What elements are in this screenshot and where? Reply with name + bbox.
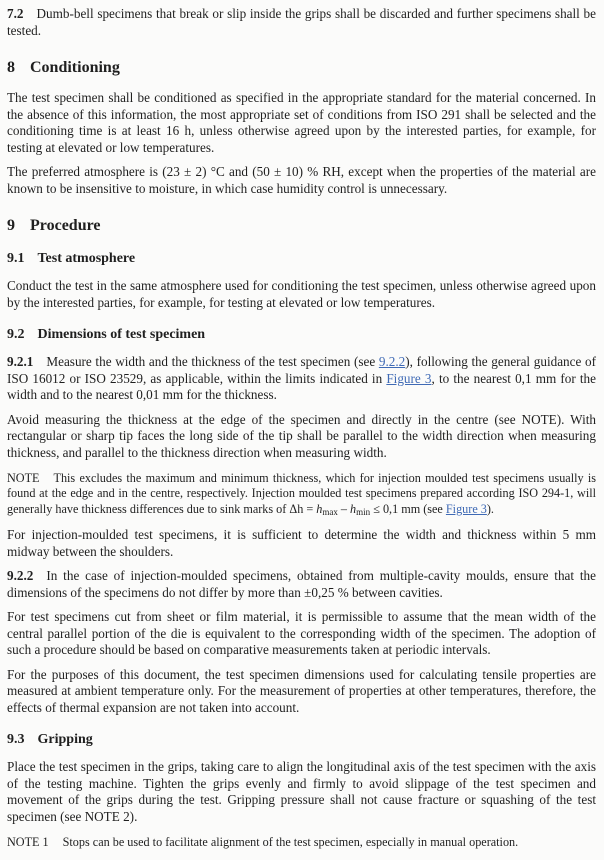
subclause-number: 9.2: [7, 327, 25, 342]
subscript-max: max: [322, 506, 338, 517]
subclause-number: 7.2: [7, 6, 24, 21]
clause-number: 9: [7, 217, 15, 234]
paragraph: Conduct the test in the same atmosphere used for conditioning the test specimen, unless otherwise agreed upon by the interested parties, for example, for testing at elevated or low temperatures.: [7, 278, 596, 310]
note-text: ).: [486, 501, 494, 516]
link-figure-3[interactable]: Figure 3: [445, 501, 487, 516]
note-paragraph: [7, 471, 596, 517]
heading-subclause-9-3: [7, 731, 596, 748]
paragraph: For test specimens cut from sheet or film material, it is permissible to assume that the mean width of the central parallel portion of the die is equivalent to the corresponding width of the specimen. The adoption of such a procedure should be based on comparative measurements taken at periodic intervals.: [7, 609, 596, 658]
note-label: NOTE: [7, 471, 40, 485]
paragraph: The preferred atmosphere is (23 ± 2) °C and (50 ± 10) % RH, except when the properties of the material are known to be insensitive to moisture, in which case humidity control is unnecessary.: [7, 164, 596, 196]
paragraph: For injection-moulded test specimens, it is sufficient to determine the width and thickness within 5 mm midway between the shoulders.: [7, 527, 596, 559]
note-text: This excludes the maximum and minimum thickness, which for injection moulded test specimens usually is found at the edge and in the centre, respectively. Injection moulded test specimens prepared according ISO 294-1, will generally have thickness differences due to sink marks of Δh =: [7, 471, 596, 516]
paragraph-9-2-2: [7, 568, 596, 601]
paragraph: Avoid measuring the thickness at the edge of the specimen and directly in the centre (see NOTE). With rectangular or sharp tip faces the long side of the tip shall be parallel to the width direction when measuring thickness, and parallel to the thickness direction when measuring width.: [7, 411, 596, 460]
note-text: Stops can be used to facilitate alignment of the test specimen, especially in manual operation.: [62, 835, 519, 850]
subscript-min: min: [356, 506, 371, 517]
paragraph-text: Measure the width and the thickness of the test specimen (see: [46, 354, 379, 369]
heading-clause-8: [7, 58, 596, 77]
paragraph: Place the test specimen in the grips, taking care to align the longitudinal axis of the test specimen with the axis of the testing machine. Tighten the grips evenly and firmly to avoid slippage of the test specimen and movement of the grips during the test. Gripping pressure shall not cause fracture or squashing of the test specimen (see NOTE 2).: [7, 759, 596, 824]
clause-number: 8: [7, 59, 15, 76]
clause-title: Procedure: [30, 217, 101, 234]
heading-clause-9: [7, 216, 596, 235]
heading-subclause-9-1: [7, 250, 596, 267]
subclause-number: 9.1: [7, 251, 25, 266]
paragraph-text: Dumb-bell specimens that break or slip inside the grips shall be discarded and further specimens shall be tested.: [7, 6, 596, 38]
variable-h-max: h: [316, 501, 323, 516]
note-text: ≤ 0,1 mm (see: [370, 501, 446, 516]
subclause-title: Gripping: [37, 732, 93, 748]
link-9-2-2[interactable]: 9.2.2: [378, 354, 406, 369]
minus-sign: –: [337, 501, 351, 516]
paragraph: For the purposes of this document, the test specimen dimensions used for calculating tensile properties are measured at ambient temperature only. For the measurement of properties at other temperatures, therefore, the effects of thermal expansion are not taken into account.: [7, 666, 596, 715]
variable-h-min: h: [350, 501, 357, 516]
subclause-number: 9.3: [7, 732, 25, 748]
paragraph-text: In the case of injection-moulded specimens, obtained from multiple-cavity moulds, ensure that the dimensions of the specimens do not differ by more than ±0,25 % between cavities.: [7, 568, 596, 600]
subclause-number: 9.2.2: [7, 568, 34, 584]
link-figure-3[interactable]: Figure 3: [386, 370, 432, 386]
heading-subclause-9-2: [7, 326, 596, 343]
paragraph-text: ), following the general guidance of ISO 16012 or ISO 23529, as applicable, within the limits indicated in: [7, 354, 596, 386]
note-1-paragraph: [7, 835, 596, 850]
subclause-title: Dimensions of test specimen: [37, 327, 206, 342]
paragraph-9-2-1: [7, 354, 596, 404]
paragraph: The test specimen shall be conditioned as specified in the appropriate standard for the material concerned. In the absence of this information, the most appropriate set of conditions from ISO 291 shall be selected and the conditioning time is at least 16 h, unless otherwise agreed upon by the interested parties, for example, for testing at elevated or low temperatures.: [7, 90, 596, 155]
paragraph-text: , to the nearest 0,1 mm for the width and to the nearest 0,01 mm for the thickness.: [7, 370, 596, 402]
standard-document-page: [7, 6, 596, 851]
subclause-number: 9.2.1: [7, 354, 34, 369]
note-label: NOTE 1: [7, 835, 49, 850]
clause-title: Conditioning: [30, 59, 120, 76]
subclause-title: Test atmosphere: [37, 251, 136, 266]
paragraph-7-2: [7, 6, 596, 39]
